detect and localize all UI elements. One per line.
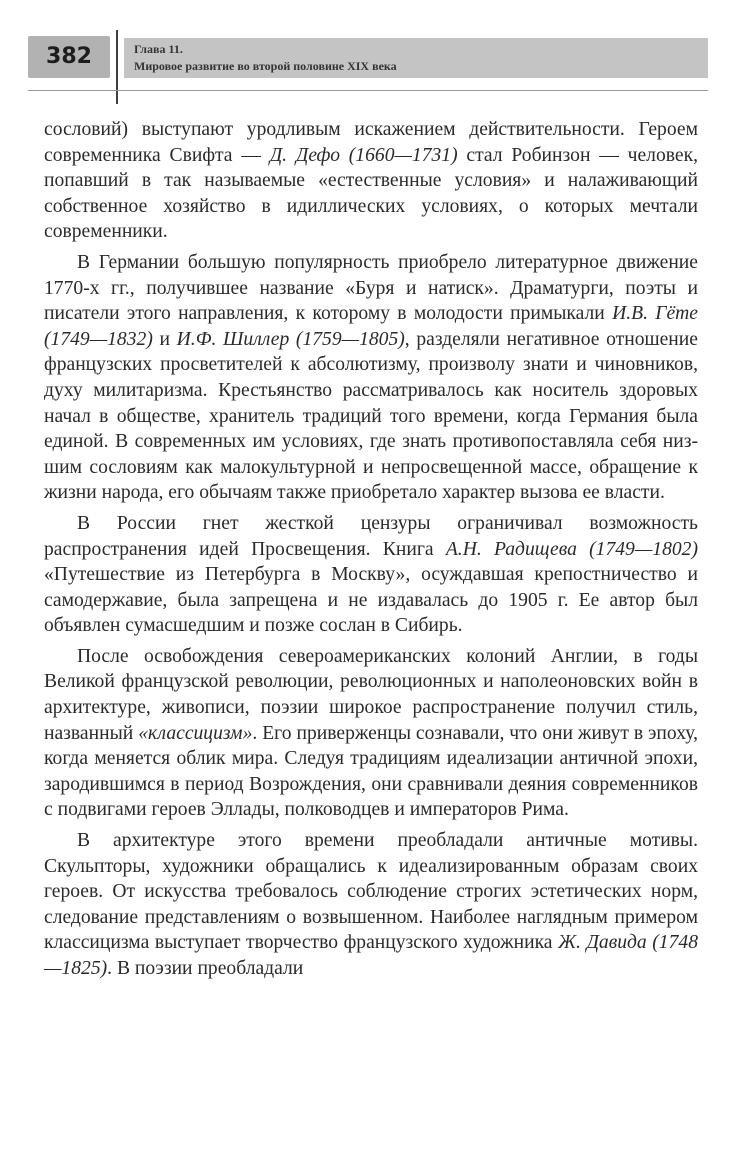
chapter-title: Мировое развитие во второй половине XIX века — [134, 59, 397, 73]
paragraph — [44, 117, 698, 245]
italic-reference: Д. Дефо (1660—1731) — [269, 144, 458, 166]
text-run: В Германии большую популярность приобрело литературное движение 1770-х гг., получившее название «Буря и натиск». Драматурги, поэты и писатели этого направления, к которому в молодости примыкали — [44, 251, 698, 325]
text-run: , разделяли негативное отношение французских просветителей к абсолютизму, произволу знати и чиновников, духу милитаризма. Крестьянство рассматривалось как носитель здоровых начал в обществе, хранитель традиций того времени, когда Германия была единой. В современных им условиях, где знать противопоставляла себя низшим сословиям как малокультурной и непросвещенной массе, обращение к жизни народа, его обычаям также приобретало характер вызова ее власти. — [44, 328, 698, 504]
paragraph — [44, 828, 698, 982]
text-run: и — [152, 328, 177, 350]
header-rule — [28, 90, 708, 91]
text-run: . Его приверженцы сознавали, что они живут в эпоху, когда меняется облик мира. Следуя традициям идеализации античной эпохи, зародившимся в период Возрождения, они сравнивали деяния современников с подвигами героев Эллады, полководцев и императоров Рима. — [44, 722, 699, 821]
paragraph — [44, 511, 698, 639]
text-run: сословий) выступают уродливым искажением действительности. Героем современника Свифта — — [44, 119, 698, 166]
italic-reference: А.Н. Радищева (1749—1802) — [445, 538, 698, 560]
text-run: В архитектуре этого времени преобладали античные мотивы. Скульпторы, художники обращались к идеализированным образам своих героев. От искусства требовалось соблюдение строгих эстетических норм, следование представлениям о возвышенном. Наиболее наглядным примером классицизма выступает творчество французского художника — [44, 830, 698, 954]
text-run: стал Робинзон — человек, попавший в так называемые «естественные условия» и налаживающий собственное хозяйство в идиллических условиях, о которых мечтали современники. — [44, 144, 698, 243]
paragraph — [44, 644, 698, 823]
italic-reference: Ж. Давида (1748—1825) — [44, 932, 698, 979]
text-run: После освобождения североамериканских колоний Англии, в годы Великой французской революции, революционных и наполеоновских войн в архитектуре, живописи, поэзии широкое распространение получил стиль, названный — [44, 645, 698, 744]
text-run: В России гнет жесткой цензуры ограничивал возможность распространения идей Просвещения. Книга — [44, 512, 698, 560]
chapter-label: Глава 11. — [134, 42, 183, 56]
italic-reference: «классицизм» — [138, 722, 253, 744]
header-divider — [116, 30, 118, 104]
body-text — [44, 117, 698, 987]
italic-reference: И.Ф. Шиллер (1759—1805) — [176, 328, 405, 350]
text-run: . В поэзии преобладали — [107, 958, 304, 979]
paragraph — [44, 250, 698, 506]
text-run: «Путешествие из Петербурга в Москву», осуждавшая крепостничество и самодержавие, была запрещена и не издавалась до 1905 г. Ее автор был объявлен сумасшедшим и позже сослан в Сибирь. — [44, 564, 698, 637]
italic-reference: И.В. Гёте (1749—1832) — [44, 303, 698, 350]
page-number: 382 — [28, 36, 110, 78]
running-header — [124, 38, 708, 78]
